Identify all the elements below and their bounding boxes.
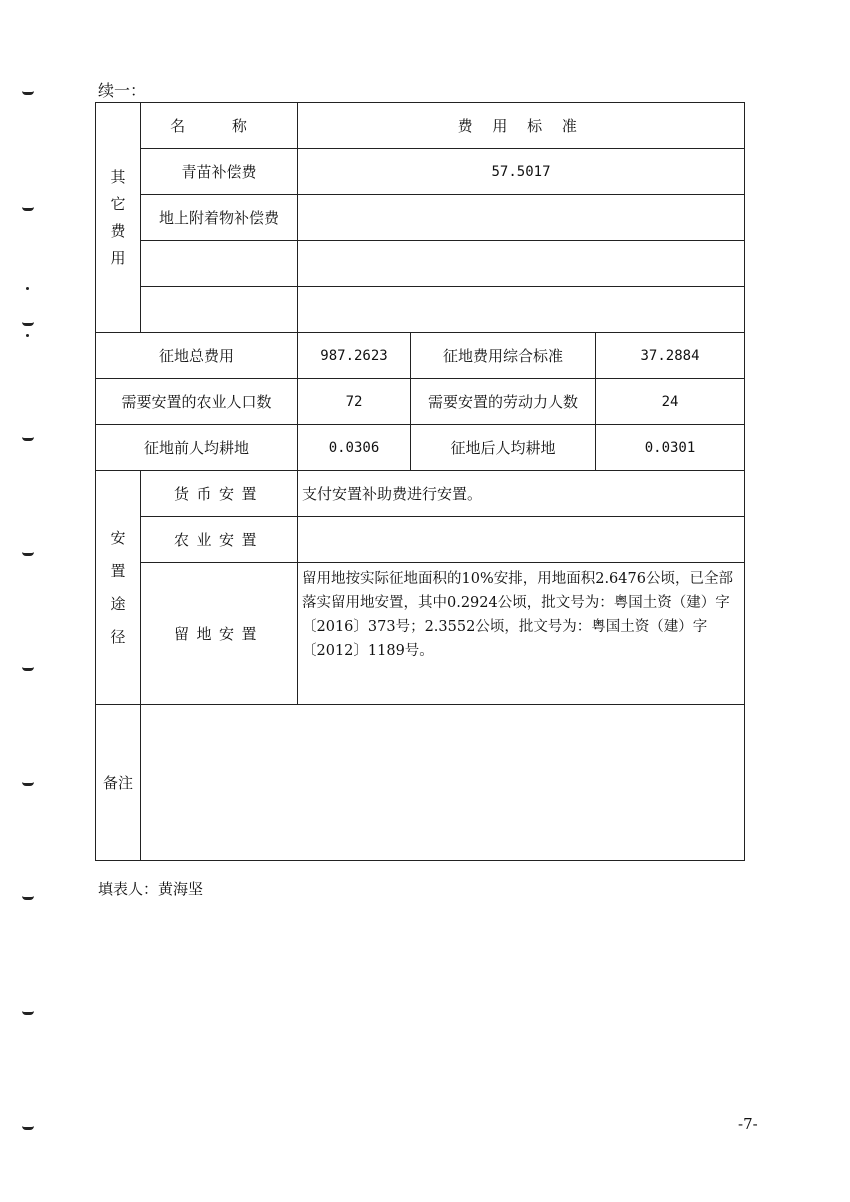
other-fees-row — [96, 149, 745, 195]
page-number: -7- — [738, 1115, 758, 1133]
fee-value-cell: 57.5017 — [298, 149, 745, 195]
summary-row-population — [96, 379, 745, 425]
header-fee-standard: 费 用 标 准 — [298, 103, 745, 149]
resettlement-row-agriculture — [96, 517, 745, 563]
binding-mark — [22, 1121, 34, 1130]
resettlement-row-money — [96, 471, 745, 517]
other-fees-row — [96, 195, 745, 241]
binding-mark — [22, 317, 34, 326]
binding-mark — [22, 662, 34, 671]
form-filler: 填表人：黄海坚 — [98, 880, 204, 898]
land-acquisition-form-table — [95, 102, 745, 861]
fee-name-cell — [141, 287, 298, 333]
fee-name-cell: 青苗补偿费 — [141, 149, 298, 195]
resettlement-side-label: 安 置 途 径 — [96, 471, 141, 705]
binding-dot — [26, 287, 29, 290]
labor-value: 24 — [596, 379, 745, 425]
page-heading: 续一： — [98, 81, 147, 100]
after-label: 征地后人均耕地 — [411, 425, 596, 471]
resettlement-label: 留地安置 — [141, 563, 298, 705]
total-fee-value: 987.2623 — [298, 333, 411, 379]
after-value: 0.0301 — [596, 425, 745, 471]
summary-row-total — [96, 333, 745, 379]
other-fees-header-row — [96, 103, 745, 149]
binding-mark — [22, 86, 34, 95]
binding-mark — [22, 202, 34, 211]
other-fees-row — [96, 241, 745, 287]
other-fees-row — [96, 287, 745, 333]
resettlement-label: 农业安置 — [141, 517, 298, 563]
other-fees-side-label: 其 它 费 用 — [96, 103, 141, 333]
fee-name-cell — [141, 241, 298, 287]
binding-mark — [22, 891, 34, 900]
resettlement-content: 留用地按实际征地面积的10%安排，用地面积2.6476公顷，已全部落实留用地安置，其中0.2924公顷，批文号为：粤国土资（建）字〔2016〕373号；2.3552公顷，批文号为：粤国土资（建）字〔2012〕1189号。 — [298, 563, 745, 705]
header-name: 名 称 — [141, 103, 298, 149]
binding-mark — [22, 1006, 34, 1015]
fee-value-cell — [298, 241, 745, 287]
agri-pop-value: 72 — [298, 379, 411, 425]
remarks-label: 备注 — [96, 705, 141, 861]
binding-mark — [22, 432, 34, 441]
remarks-content — [141, 705, 745, 861]
total-fee-label: 征地总费用 — [96, 333, 298, 379]
resettlement-row-reserved-land — [96, 563, 745, 705]
fee-value-cell — [298, 287, 745, 333]
standard-value: 37.2884 — [596, 333, 745, 379]
summary-row-farmland — [96, 425, 745, 471]
agri-pop-label: 需要安置的农业人口数 — [96, 379, 298, 425]
standard-label: 征地费用综合标准 — [411, 333, 596, 379]
binding-dot — [26, 334, 29, 337]
before-value: 0.0306 — [298, 425, 411, 471]
binding-mark — [22, 547, 34, 556]
resettlement-content: 支付安置补助费进行安置。 — [298, 471, 745, 517]
fee-value-cell — [298, 195, 745, 241]
resettlement-content — [298, 517, 745, 563]
before-label: 征地前人均耕地 — [96, 425, 298, 471]
binding-mark — [22, 777, 34, 786]
resettlement-label: 货币安置 — [141, 471, 298, 517]
remarks-row — [96, 705, 745, 861]
labor-label: 需要安置的劳动力人数 — [411, 379, 596, 425]
fee-name-cell: 地上附着物补偿费 — [141, 195, 298, 241]
